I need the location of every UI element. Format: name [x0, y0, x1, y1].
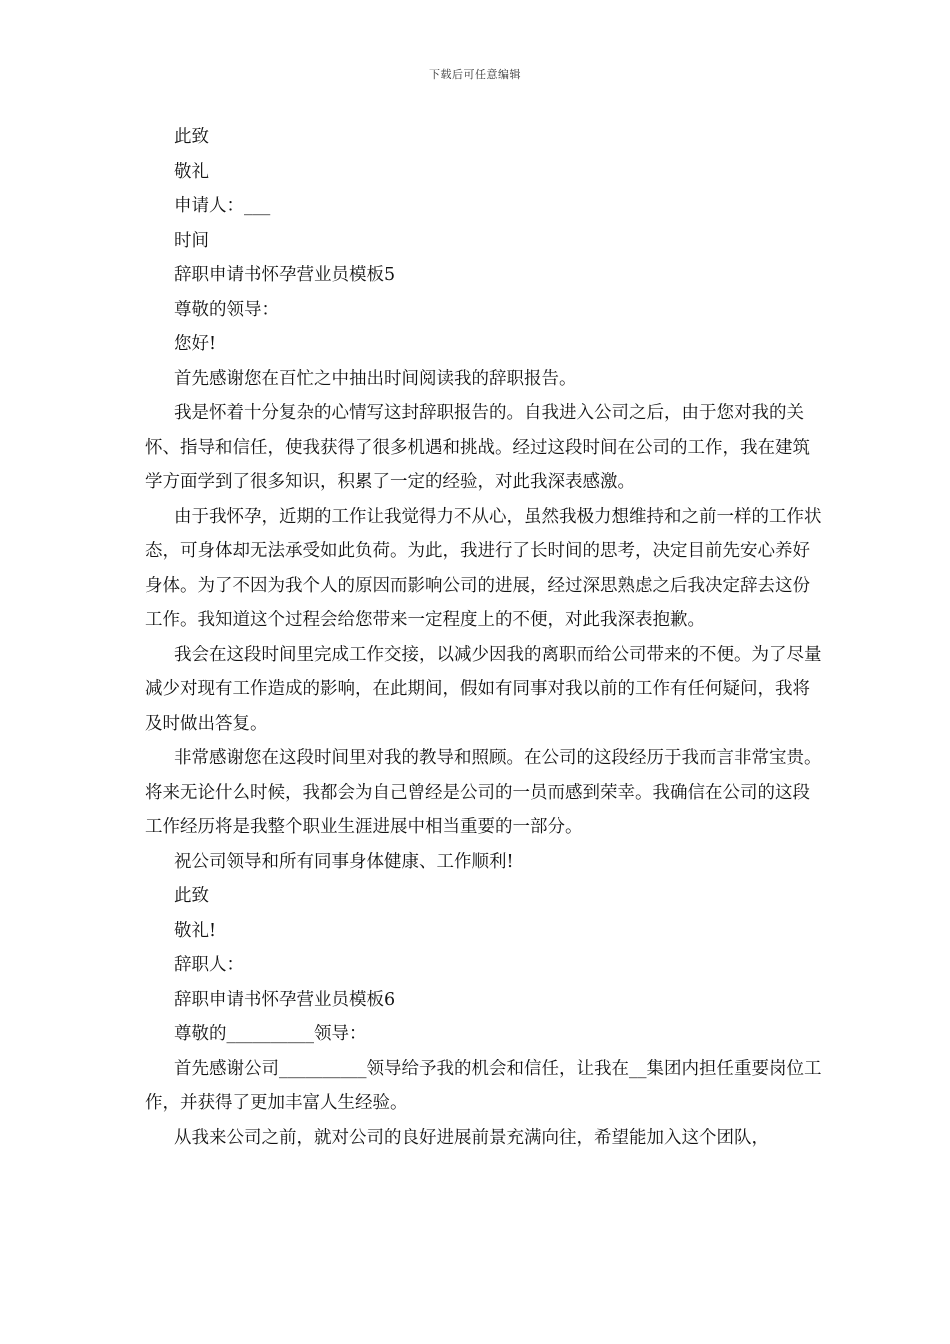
body-paragraph: 非常感谢您在这段时间里对我的教导和照顾。在公司的这段经历于我而言非常宝贵。将来无论什么时候，我都会为自己曾经是公司的一员而感到荣幸。我确信在公司的这段工作经历将是我整个职业生涯进展中相当重要的一部分。: [145, 748, 822, 837]
greeting-line: 尊敬的__________领导：: [174, 1024, 367, 1044]
greeting-line: 尊敬的领导：: [174, 299, 279, 320]
body-paragraph: 首先感谢公司__________领导给予我的机会和信任，让我在__集团内担任重要岗位工作，并获得了更加丰富人生经验。: [145, 1058, 822, 1113]
closing-line: 此致: [174, 127, 209, 147]
date-line: 时间: [174, 230, 209, 251]
resigner-line: 辞职人：: [174, 955, 244, 975]
body-paragraph: 我会在这段时间里完成工作交接，以减少因我的离职而给公司带来的不便。为了尽量减少对现有工作造成的影响，在此期间，假如有同事对我以前的工作有任何疑问，我将及时做出答复。: [145, 644, 822, 734]
body-paragraph: 首先感谢您在百忙之中抽出时间阅读我的辞职报告。: [174, 368, 577, 389]
section-title-6: 辞职申请书怀孕营业员模板6: [174, 989, 396, 1010]
hello-line: 您好!: [174, 334, 217, 354]
applicant-line: 申请人：___: [174, 196, 271, 216]
section-title-5: 辞职申请书怀孕营业员模板5: [174, 265, 396, 285]
body-paragraph: 从我来公司之前，就对公司的良好进展前景充满向往，希望能加入这个团队，: [174, 1127, 769, 1148]
body-paragraph: 由于我怀孕，近期的工作让我觉得力不从心，虽然我极力想维持和之前一样的工作状态，可身体却无法承受如此负荷。为此，我进行了长时间的思考，决定目前先安心养好身体。为了不因为我个人的原因而影响公司的进展，经过深思熟虑之后我决定辞去这份工作。我知道这个过程会给您带来一定程度上的不便，对此我深表抱歉。: [145, 506, 822, 630]
body-paragraph: 我是怀着十分复杂的心情写这封辞职报告的。自我进入公司之后，由于您对我的关怀、指导和信任，使我获得了很多机遇和挑战。经过这段时间在公司的工作，我在建筑学方面学到了很多知识，积累了一定的经验，对此我深表感激。: [145, 403, 810, 492]
page-header: 下载后可任意编辑: [429, 68, 521, 81]
document-body: [145, 120, 825, 1155]
salutation-line: 敬礼!: [174, 920, 217, 941]
closing-line: 此致: [174, 886, 209, 906]
salutation-line: 敬礼: [174, 161, 209, 182]
wishes-line: 祝公司领导和所有同事身体健康、工作顺利!: [174, 851, 514, 872]
